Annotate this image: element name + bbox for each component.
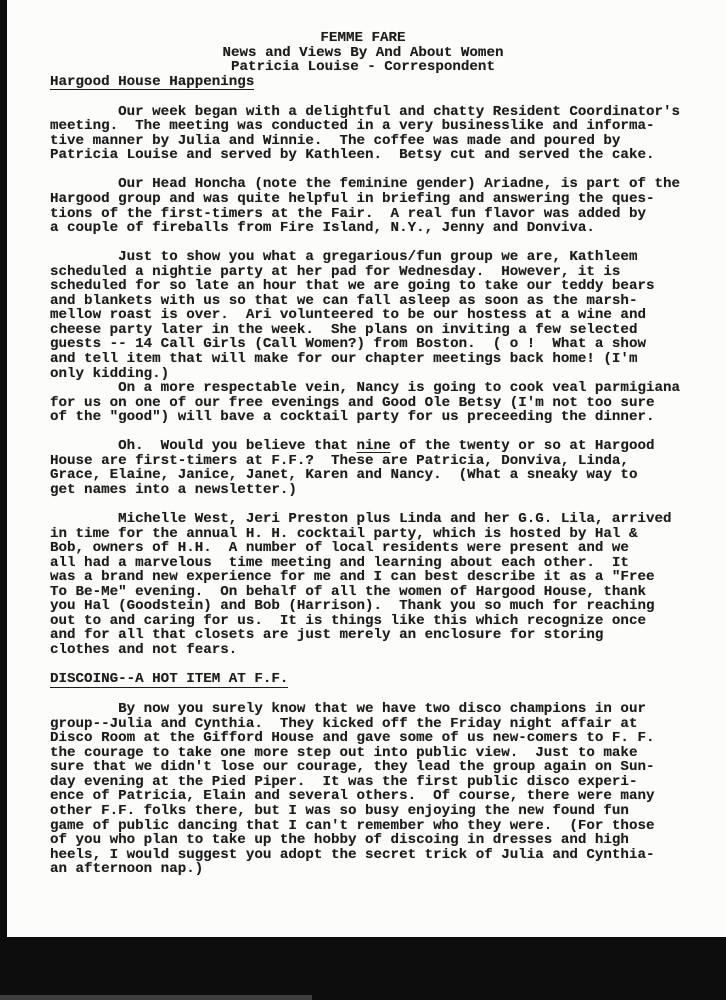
text-line: Just to show you what a gregarious/fun group we are, Kathleem bbox=[50, 249, 638, 266]
section-heading bbox=[50, 75, 726, 91]
text-line: for us on one of our free evenings and Good Ole Betsy (I'm not too sure bbox=[50, 394, 655, 411]
text-line: and tell item that will make for our chapter meetings back home! (I'm bbox=[50, 351, 638, 368]
text-line: only kidding.) bbox=[50, 365, 170, 382]
section bbox=[50, 75, 726, 658]
newsletter-subtitle: News and Views By And About Women bbox=[222, 44, 504, 61]
text-line: and for all that closets are just merely an enclosure for storing bbox=[50, 627, 604, 644]
text-line: other F.F. folks there, but I was so busy enjoying the new found fun bbox=[50, 802, 629, 819]
paragraph bbox=[50, 105, 726, 163]
text-line: Our week began with a delightful and chatty Resident Coordinator's bbox=[50, 103, 681, 120]
text-line: Hargood group and was quite helpful in briefing and answering the ques- bbox=[50, 191, 655, 208]
text-line: and blankets with us so that we can fall asleep as soon as the marsh- bbox=[50, 292, 638, 309]
text-line: Our Head Honcha (note the feminine gender) Ariadne, is part of the bbox=[50, 176, 681, 193]
text-line: guests -- 14 Call Girls (Call Women?) from Boston. ( o ! What a show bbox=[50, 336, 646, 353]
paragraph bbox=[50, 702, 726, 877]
text-line: mellow roast is over. Ari volunteered to be our hostess at a wine and bbox=[50, 307, 646, 324]
text-line: Oh. Would you believe that nine of the twenty or so at Hargood bbox=[50, 438, 655, 455]
text-line: Bob, owners of H.H. A number of local residents were present and we bbox=[50, 540, 629, 557]
text-line: Grace, Elaine, Janice, Janet, Karen and Nancy. (What a sneaky way to bbox=[50, 467, 638, 484]
text-line: the courage to take one more step out into public view. Just to make bbox=[50, 744, 638, 761]
text-line: of the "good") will bave a cocktail party for us preceeding the dinner. bbox=[50, 409, 655, 426]
text-line: get names into a newsletter.) bbox=[50, 481, 297, 498]
text-line: ence of Patricia, Elain and several others. Of course, there were many bbox=[50, 788, 655, 805]
text-line: scheduled for so late an hour that we are going to take our teddy bears bbox=[50, 278, 655, 295]
section-heading-text: Hargood House Happenings bbox=[50, 73, 255, 90]
section bbox=[50, 672, 726, 877]
text-line: group--Julia and Cynthia. They kicked off the Friday night affair at bbox=[50, 715, 638, 732]
paragraph bbox=[50, 439, 726, 497]
section-heading bbox=[50, 672, 726, 688]
text-line: heels, I would suggest you adopt the secret trick of Julia and Cynthia- bbox=[50, 846, 655, 863]
text-line: meeting. The meeting was conducted in a very businesslike and informa- bbox=[50, 118, 655, 135]
text-line: clothes and not fears. bbox=[50, 641, 238, 658]
text-line: tive manner by Julia and Winnie. The coffee was made and poured by bbox=[50, 132, 621, 149]
newsletter-title: FEMME FARE bbox=[320, 30, 406, 46]
text-line: scheduled a nightie party at her pad for Wednesday. However, it is bbox=[50, 263, 621, 280]
document-sections bbox=[0, 75, 726, 877]
text-line: House are first-timers at F.F.? These are Patricia, Donviva, Linda, bbox=[50, 452, 629, 469]
text-line: By now you surely know that we have two disco champions in our bbox=[50, 701, 646, 718]
section-heading-text: DISCOING--A HOT ITEM AT F.F. bbox=[50, 671, 289, 688]
text-line: To Be-Me" evening. On behalf of all the women of Hargood House, thank bbox=[50, 583, 646, 600]
text-line: was a brand new experience for me and I can best describe it as a "Free bbox=[50, 569, 655, 586]
text-line: On a more respectable vein, Nancy is going to cook veal parmigiana bbox=[50, 380, 681, 397]
text-line: out to and caring for us. It is things like this which recognize once bbox=[50, 612, 646, 629]
text-line: all had a marvelous time meeting and learning about each other. It bbox=[50, 554, 629, 571]
text-line: tions of the first-timers at the Fair. A real fun flavor was added by bbox=[50, 205, 646, 222]
text-line: day evening at the Pied Piper. It was the first public disco experi- bbox=[50, 773, 638, 790]
text-line: Michelle West, Jeri Preston plus Linda and her G.G. Lila, arrived bbox=[50, 511, 672, 528]
text-line: Disco Room at the Gifford House and gave some of us new-comers to F. F. bbox=[50, 730, 655, 747]
text-line: sure that we didn't lose our courage, they lead the group again on Sun- bbox=[50, 759, 655, 776]
text-line: in time for the annual H. H. cocktail party, which is hosted by Hal & bbox=[50, 525, 638, 542]
newsletter-byline: Patricia Louise - Correspondent bbox=[231, 59, 495, 76]
paragraph bbox=[50, 512, 726, 657]
paragraph bbox=[50, 177, 726, 235]
scan-edge-bottom bbox=[0, 937, 726, 1000]
text-line: Patricia Louise and served by Kathleen. Betsy cut and served the cake. bbox=[50, 147, 655, 164]
text-line: cheese party later in the week. She plans on inviting a few selected bbox=[50, 321, 638, 338]
text-line: you Hal (Goodstein) and Bob (Harrison). Thank you so much for reaching bbox=[50, 598, 655, 615]
paragraph bbox=[50, 250, 726, 425]
text-line: an afternoon nap.) bbox=[50, 861, 204, 878]
text-line: game of public dancing that I can't remember who they were. (For those bbox=[50, 817, 655, 834]
text-line: of you who plan to take up the hobby of discoing in dresses and high bbox=[50, 832, 629, 849]
scan-edge-bottom-strip bbox=[0, 995, 312, 1000]
text-line: a couple of fireballs from Fire Island, N.Y., Jenny and Donviva. bbox=[50, 220, 595, 237]
